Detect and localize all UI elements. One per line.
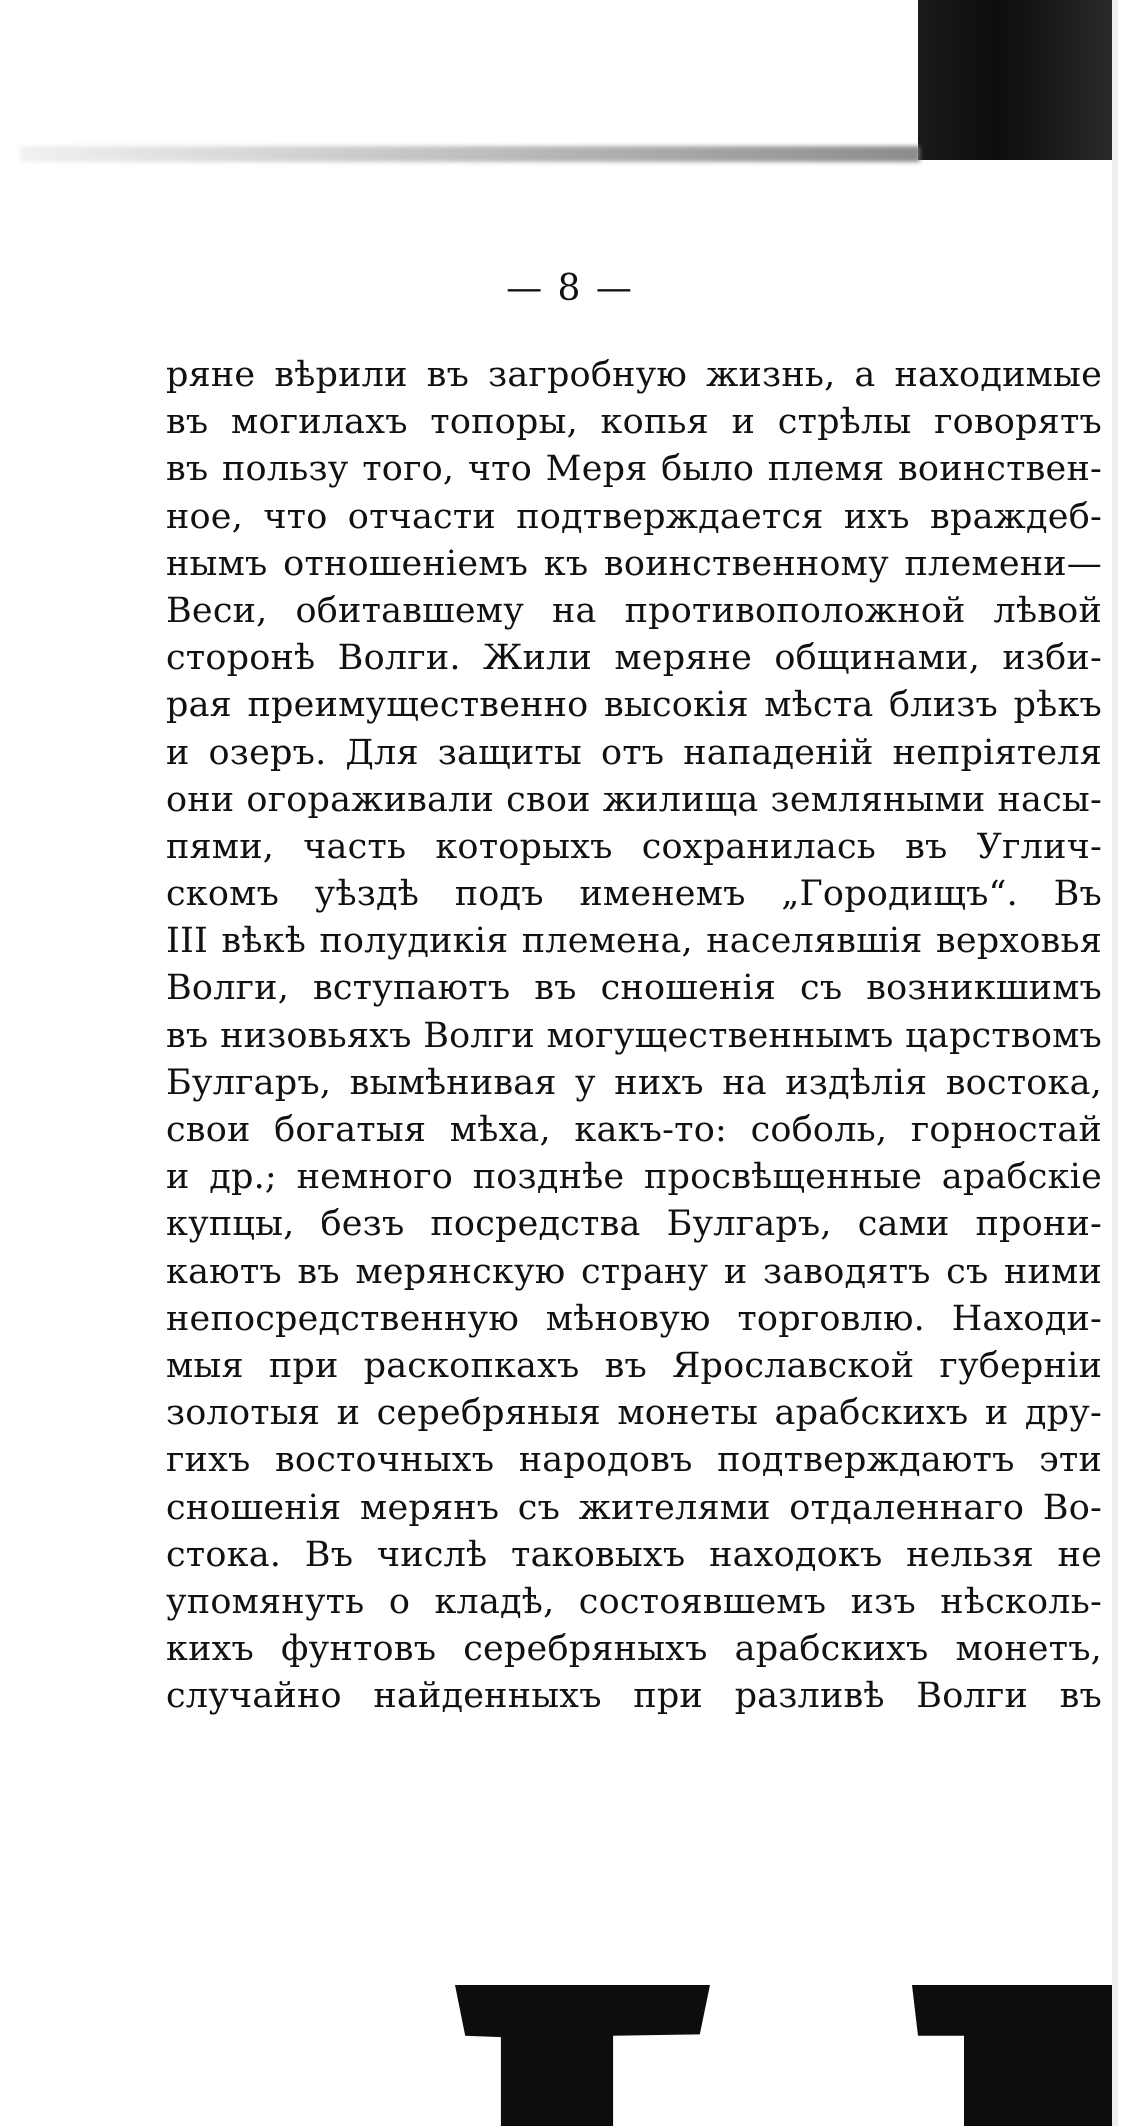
text-line: въ могилахъ топоры, копья и стрѣлы говорятъ — [166, 402, 1102, 443]
text-line: свои богатыя мѣха, какъ-то: соболь, горностай — [166, 1110, 1102, 1150]
text-line: Булгаръ, вымѣнивая у нихъ на издѣлія востока, — [166, 1062, 1102, 1103]
text-line: купцы, безъ посредства Булгаръ, сами прони- — [166, 1204, 1102, 1245]
body-text — [166, 352, 1102, 1720]
text-line: III вѣкѣ полудикія племена, населявшія верховья — [166, 921, 1102, 962]
text-line: кихъ фунтовъ серебряныхъ арабскихъ монетъ, — [166, 1629, 1102, 1670]
text-line: гихъ восточныхъ народовъ подтверждаютъ эти — [166, 1440, 1102, 1481]
text-line: въ пользу того, что Меря было племя воинствен- — [166, 449, 1102, 490]
text-line: упомянуть о кладѣ, состоявшемъ изъ нѣсколь- — [166, 1581, 1102, 1622]
text-line: мыя при раскопкахъ въ Ярославской губерніи — [166, 1345, 1102, 1386]
page-number: — 8 — — [506, 268, 634, 309]
scan-page-edge — [1112, 0, 1118, 2126]
text-line: Волги, вступаютъ въ сношенія съ возникшимъ — [166, 968, 1102, 1009]
text-line: рая преимущественно высокія мѣста близъ рѣкъ — [166, 685, 1102, 726]
text-line: они огораживали свои жилища земляными насы- — [166, 779, 1102, 820]
text-line: непосредственную мѣновую торговлю. Находи- — [166, 1298, 1102, 1339]
scan-artifact-bottom-left — [455, 1985, 710, 2126]
text-line: сторонѣ Волги. Жили меряне общинами, изби- — [166, 638, 1102, 679]
scan-shadow-band — [20, 146, 920, 162]
text-line: Веси, обитавшему на противоположной лѣвой — [166, 590, 1102, 631]
scan-dark-edge-top — [918, 0, 1116, 160]
text-line: золотыя и серебряныя монеты арабскихъ и дру- — [166, 1393, 1102, 1434]
text-line: и озеръ. Для защиты отъ нападеній непріятеля — [166, 732, 1102, 773]
text-line: ное, что отчасти подтверждается ихъ враждеб- — [166, 496, 1102, 537]
text-line: сношенія мерянъ съ жителями отдаленнаго Во- — [166, 1487, 1102, 1528]
text-line: скомъ уѣздѣ подъ именемъ „Городищъ“. Въ — [166, 874, 1102, 915]
scan-artifact-bottom-right — [912, 1985, 1112, 2126]
text-line: пями, часть которыхъ сохранилась въ Углич- — [166, 826, 1102, 867]
text-line: и др.; немного позднѣе просвѣщенные арабскіе — [166, 1157, 1102, 1198]
text-line: въ низовьяхъ Волги могущественнымъ царствомъ — [166, 1015, 1102, 1056]
text-line: случайно найденныхъ при разливѣ Волги въ — [166, 1676, 1102, 1717]
text-line: каютъ въ мерянскую страну и заводятъ съ ними — [166, 1251, 1102, 1292]
text-line: ряне вѣрили въ загробную жизнь, а находимые — [166, 355, 1102, 395]
text-line: стока. Въ числѣ таковыхъ находокъ нельзя не — [166, 1534, 1102, 1575]
text-line: нымъ отношеніемъ къ воинственному племени— — [166, 543, 1102, 584]
